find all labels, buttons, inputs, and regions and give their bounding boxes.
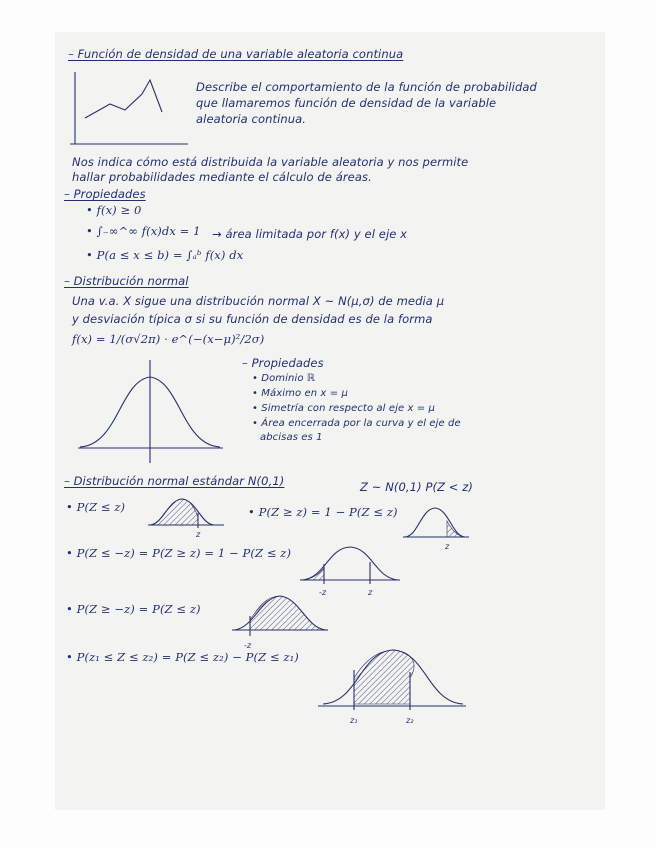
label-z: z [196, 530, 201, 539]
desc-line-3: aleatoria continua. [196, 112, 307, 126]
property-2: • ∫₋∞^∞ f(x)dx = 1 [86, 224, 201, 238]
property-2-note: → área limitada por f(x) y el eje x [212, 227, 408, 241]
properties-title: – Propiedades [64, 187, 146, 201]
paragraph-line-1: Nos indica cómo está distribuida la variable aleatoria y nos permite [72, 155, 469, 169]
standard-title: – Distribución normal estándar N(0,1) [64, 474, 285, 488]
normal-formula: f(x) = 1/(σ√2π) · e^(−(x−μ)²/2σ) [72, 332, 265, 346]
graph-right-tail [403, 503, 473, 551]
desc-line-1: Describe el comportamiento de la función de probabilidad [196, 80, 537, 94]
section-title-density: – Función de densidad de una variable aleatoria continua [68, 47, 404, 61]
formula-3: • P(Z ≤ −z) = P(Z ≥ z) = 1 − P(Z ≤ z) [66, 546, 292, 560]
property-1: • f(x) ≥ 0 [86, 203, 142, 217]
graph-neg-right-area [232, 590, 330, 652]
label-z1: z₁ [350, 716, 358, 725]
svg-text:z: z [445, 542, 450, 551]
normal-prop-3: • Simetría con respecto al eje x = μ [252, 403, 435, 414]
formula-1: • P(Z ≤ z) [66, 500, 126, 514]
graph-left-tail [148, 495, 228, 540]
paragraph-line-2: hallar probabilidades mediante el cálculo de áreas. [72, 170, 372, 184]
graph-between [318, 648, 468, 728]
svg-text:z: z [368, 588, 373, 597]
normal-prop-2: • Máximo en x = μ [252, 388, 348, 399]
standard-aside: Z ~ N(0,1) P(Z < z) [360, 480, 474, 494]
normal-prop-4b: abcisas es 1 [260, 432, 323, 443]
property-3: • P(a ≤ x ≤ b) = ∫ₐᵇ f(x) dx [86, 248, 244, 262]
density-sketch [70, 72, 190, 150]
normal-title: – Distribución normal [64, 274, 189, 288]
normal-text-2: y desviación típica σ si su función de densidad es de la forma [72, 312, 433, 326]
formula-5: • P(z₁ ≤ Z ≤ z₂) = P(Z ≤ z₂) − P(Z ≤ z₁) [66, 650, 299, 664]
formula-2: • P(Z ≥ z) = 1 − P(Z ≤ z) [248, 505, 398, 519]
desc-line-2: que llamaremos función de densidad de la variable [196, 96, 497, 110]
normal-prop-4: • Área encerrada por la curva y el eje de [252, 418, 461, 429]
normal-props-title: – Propiedades [242, 356, 324, 370]
svg-text:-z: -z [319, 588, 327, 597]
label-z2: z₂ [406, 716, 414, 725]
formula-4: • P(Z ≥ −z) = P(Z ≤ z) [66, 602, 201, 616]
normal-text-1: Una v.a. X sigue una distribución normal X ~ N(μ,σ) de media μ [72, 294, 445, 308]
svg-text:-z: -z [244, 641, 252, 650]
normal-curve-figure [78, 355, 228, 465]
normal-prop-1: • Dominio ℝ [252, 373, 315, 384]
